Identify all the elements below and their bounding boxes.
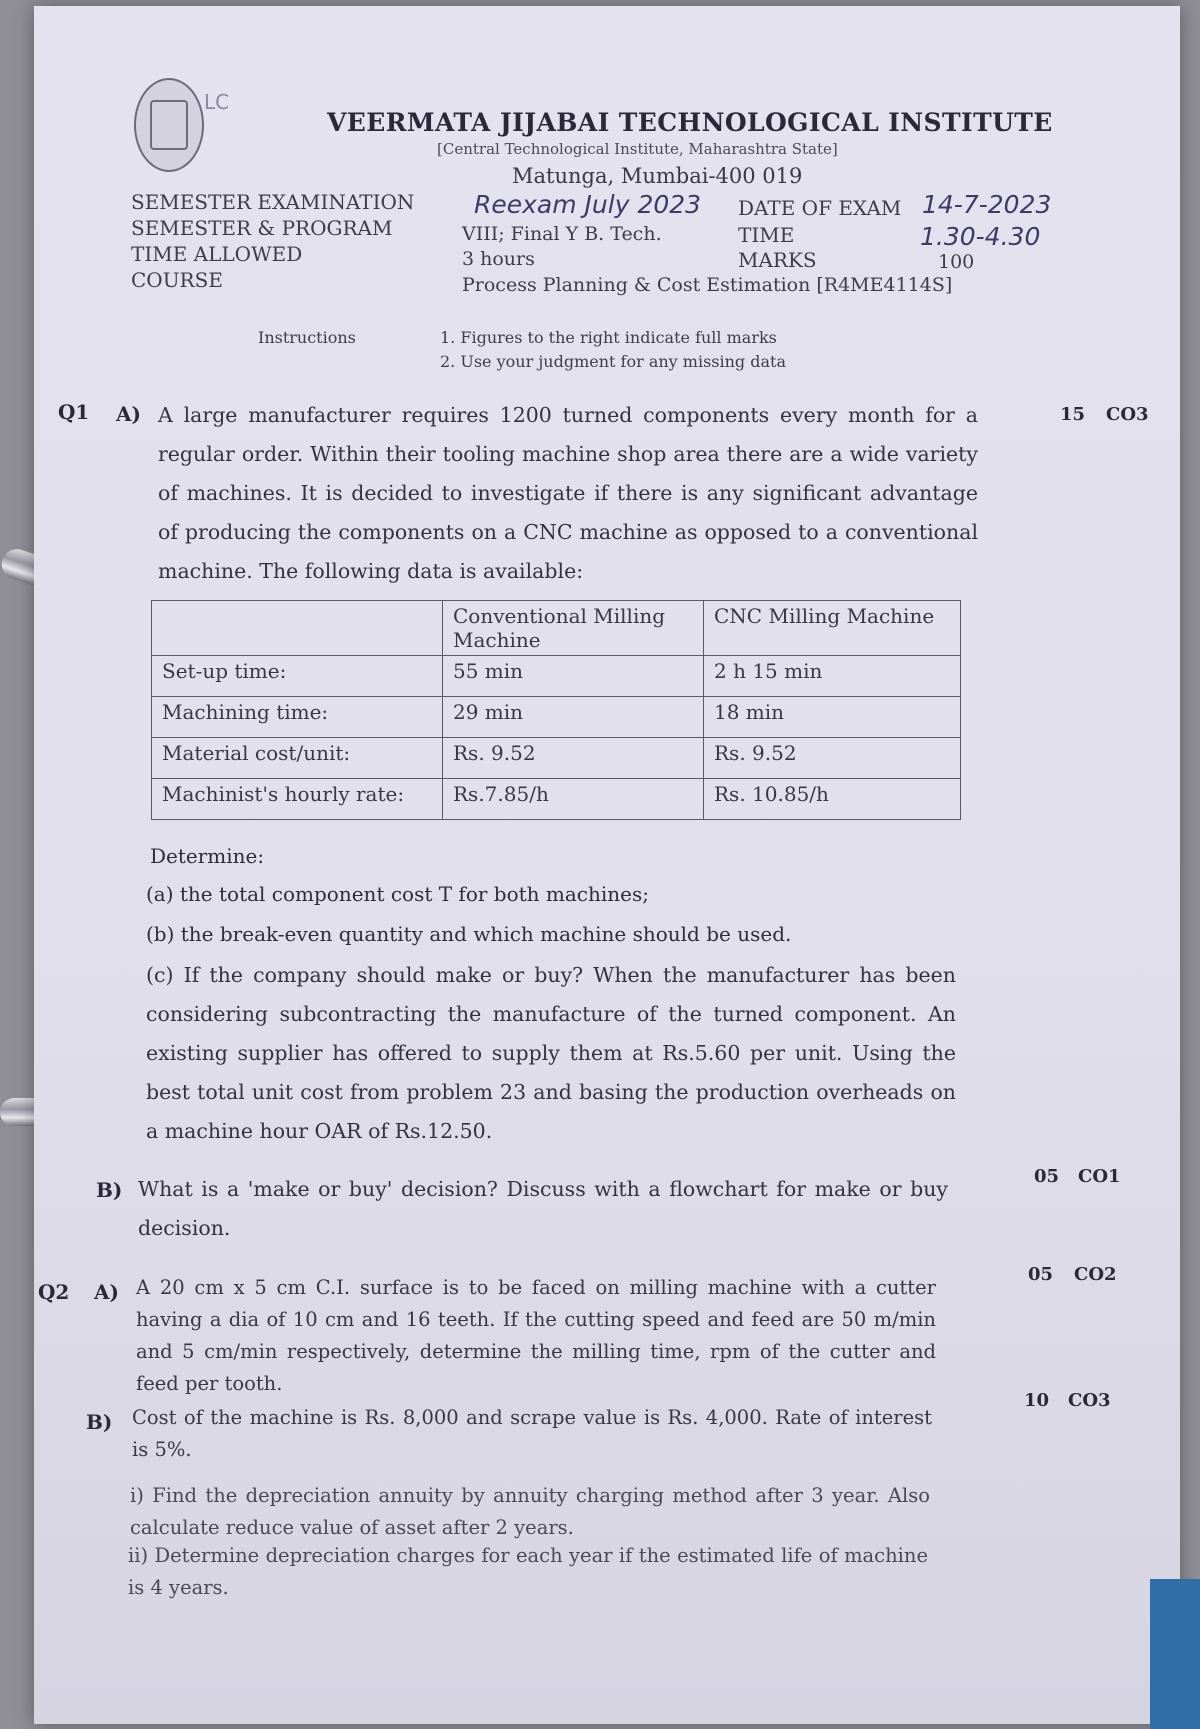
program-label: SEMESTER & PROGRAM (131, 216, 393, 240)
marks-value: 100 (938, 251, 975, 273)
institute-subtitle: [Central Technological Institute, Maharashtra State] (437, 140, 838, 158)
q2b-part-i: i) Find the depreciation annuity by annuity charging method after 3 year. Also calculate reduce value of asset after 2 years. (130, 1484, 930, 1539)
q1-number: Q1 (58, 400, 90, 424)
date-label: DATE OF EXAM (738, 196, 902, 220)
q1a-co: CO3 (1106, 404, 1149, 425)
table-cell: Machining time: (152, 697, 443, 738)
q1a-part-c: (c) If the company should make or buy? When the manufacturer has been considering subcontracting the manufacture of the turned component. An existing supplier has offered to supply them at Rs.5.60 per unit. Using the best total unit cost from problem 23 and basing the production overheads on a machine hour OAR of Rs.12.50. (146, 963, 956, 1143)
time-allowed-value: 3 hours (462, 248, 535, 270)
q1a-label: A) (116, 402, 141, 426)
program-value: VIII; Final Y B. Tech. (462, 223, 662, 245)
table-cell: Rs. 10.85/h (704, 779, 961, 820)
q2a-co: CO2 (1074, 1264, 1117, 1285)
q2a-text: A 20 cm x 5 cm C.I. surface is to be faced on milling machine with a cutter having a dia of 10 cm and 16 teeth. If the cutting speed and feed are 50 m/min and 5 cm/min respectively, determine the milling time, rpm of the cutter and feed per tooth. (136, 1276, 936, 1395)
q1b-marks: 05 (1034, 1166, 1060, 1187)
time-value: 1.30-4.30 (920, 222, 1041, 251)
table-cell: 18 min (704, 697, 961, 738)
table-cell: 29 min (443, 697, 704, 738)
table-cell: Material cost/unit: (152, 738, 443, 779)
table-header-cell (152, 601, 443, 656)
time-allowed-label: TIME ALLOWED (131, 242, 303, 266)
table-header-cell: Conventional Milling Machine (443, 601, 704, 656)
institute-city: Matunga, Mumbai-400 019 (512, 164, 803, 188)
table-row (152, 656, 961, 697)
table-header-cell: CNC Milling Machine (704, 601, 961, 656)
course-value: Process Planning & Cost Estimation [R4ME4114S] (462, 274, 953, 296)
marks-label: MARKS (738, 248, 817, 272)
instructions-label: Instructions (258, 328, 356, 347)
course-label: COURSE (131, 268, 223, 292)
q2b-marks: 10 (1024, 1390, 1050, 1411)
table-row (152, 738, 961, 779)
q1b-text: What is a 'make or buy' decision? Discuss with a flowchart for make or buy decision. (138, 1177, 948, 1240)
q2b-text: Cost of the machine is Rs. 8,000 and scrape value is Rs. 4,000. Rate of interest is 5%. (132, 1406, 932, 1461)
table-cell: Set-up time: (152, 656, 443, 697)
comparison-table (151, 600, 961, 820)
time-label: TIME (738, 223, 795, 247)
table-header-row (152, 601, 961, 656)
q1b-label: B) (96, 1178, 123, 1202)
q2b-co: CO3 (1068, 1390, 1111, 1411)
institute-name: VEERMATA JIJABAI TECHNOLOGICAL INSTITUTE (327, 108, 1053, 137)
determine-label: Determine: (150, 844, 265, 868)
date-value: 14-7-2023 (922, 190, 1052, 219)
q1a-part-b: (b) the break-even quantity and which machine should be used. (146, 922, 792, 946)
table-cell: 55 min (443, 656, 704, 697)
blue-stamp (1150, 1579, 1200, 1729)
q2a-label: A) (94, 1280, 119, 1304)
q2a-marks: 05 (1028, 1264, 1054, 1285)
table-cell: Rs. 9.52 (704, 738, 961, 779)
q2b-label: B) (86, 1410, 113, 1434)
q1a-marks: 15 (1060, 404, 1086, 425)
table-cell: Machinist's hourly rate: (152, 779, 443, 820)
q2-number: Q2 (38, 1280, 70, 1304)
q1b-co: CO1 (1078, 1166, 1121, 1187)
table-cell: Rs.7.85/h (443, 779, 704, 820)
q1a-text: A large manufacturer requires 1200 turned components every month for a regular order. Within their tooling machine shop area there are a wide variety of machines. It is decided to investigate if there is any significant advantage of producing the components on a CNC machine as opposed to a conventional machine. The following data is available: (158, 403, 978, 583)
table-cell: 2 h 15 min (704, 656, 961, 697)
semester-exam-value: Reexam July 2023 (474, 190, 702, 219)
q1a-part-a: (a) the total component cost T for both machines; (146, 882, 649, 906)
table-cell: Rs. 9.52 (443, 738, 704, 779)
table-row (152, 779, 961, 820)
instruction-item: 1. Figures to the right indicate full marks (440, 328, 777, 347)
semester-exam-label: SEMESTER EXAMINATION (131, 190, 415, 214)
q2b-part-ii: ii) Determine depreciation charges for each year if the estimated life of machine is 4 years. (128, 1544, 928, 1599)
institute-logo (134, 78, 204, 172)
exam-paper (34, 6, 1180, 1724)
instruction-item: 2. Use your judgment for any missing data (440, 352, 786, 371)
table-row (152, 697, 961, 738)
logo-mark: LC (204, 90, 230, 114)
